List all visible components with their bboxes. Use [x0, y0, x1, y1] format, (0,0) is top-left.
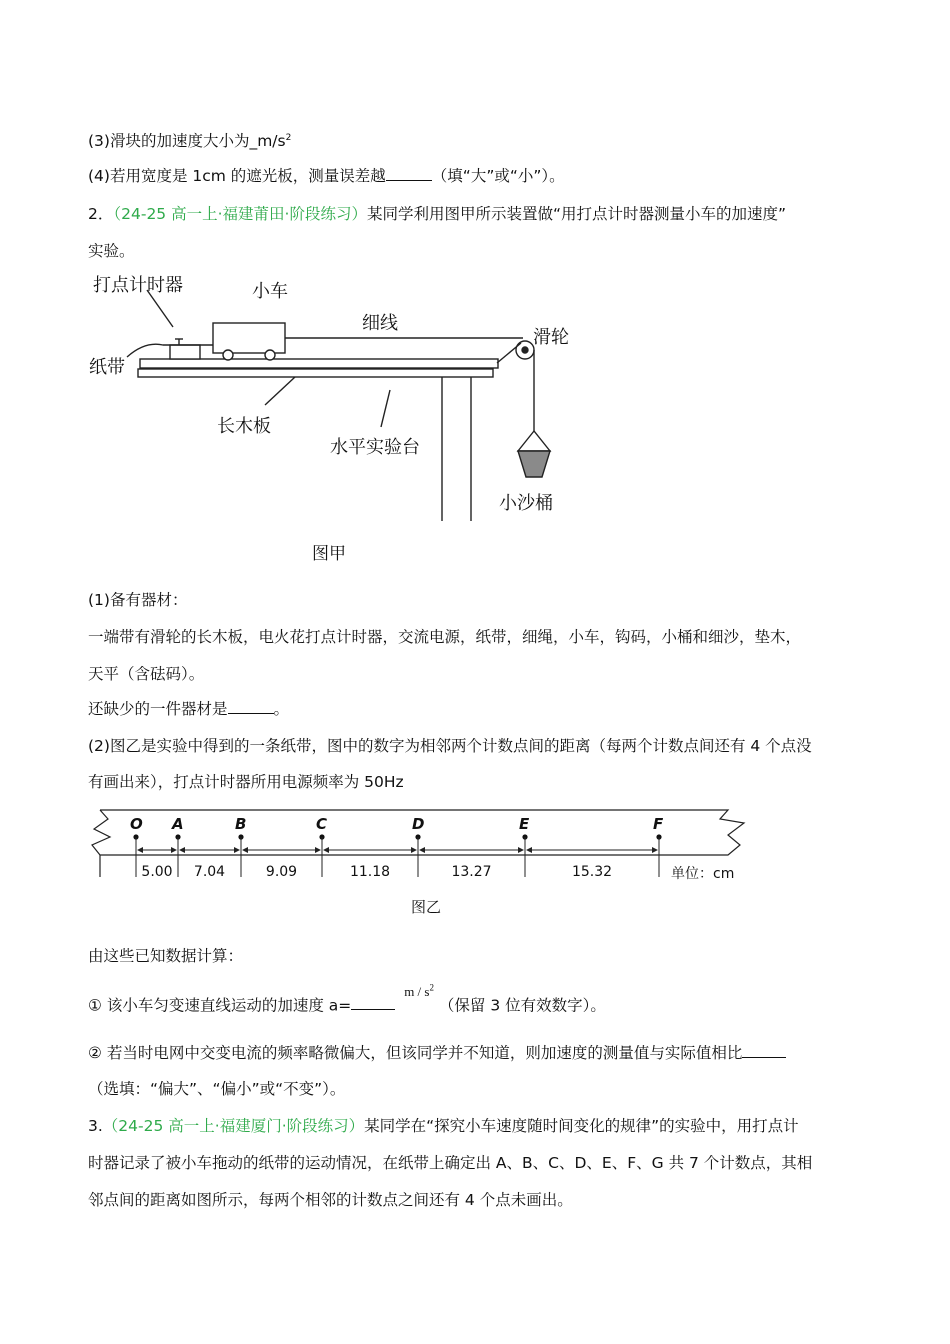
tape-arrow-left: [323, 847, 329, 853]
calc-1-unit-sup: 2: [429, 983, 434, 993]
p1-title: (1)备有器材：: [88, 591, 188, 609]
sand-bucket: [518, 431, 550, 451]
calc-1-tail: （保留 3 位有效数字）。: [438, 996, 606, 1015]
label-board: 长木板: [217, 416, 271, 437]
p2-text: (2)图乙是实验中得到的一条纸带，图中的数字为相邻两个计数点间的距离（每两个计数点间还有 4 个点没: [88, 737, 812, 755]
tape-arrow-right: [518, 847, 524, 853]
tape-label-A: A: [172, 815, 184, 833]
p1-list-cont: 天平（含砝码）。: [88, 665, 205, 683]
tape-label-E: E: [519, 815, 530, 833]
q1-part4-tail: （填“大”或“小”）。: [431, 167, 565, 185]
q1-part3: [88, 128, 291, 151]
label-timer: 打点计时器: [93, 275, 183, 296]
p2-text-cont: 有画出来），打点计时器所用电源频率为 50Hz: [88, 773, 404, 791]
label-tape: 纸带: [89, 357, 125, 378]
q3-number: 3.: [88, 1117, 103, 1135]
q3-text-3: 邻点间的距离如图所示，每两个相邻的计数点之间还有 4 个点未画出。: [88, 1191, 573, 1209]
answer-blank[interactable]: [386, 166, 432, 181]
tape-arrow-left: [526, 847, 532, 853]
calc-1-unit-text: m / s: [404, 984, 430, 1000]
answer-blank[interactable]: [742, 1043, 786, 1058]
tape-arrow-left: [242, 847, 248, 853]
tape-label-D: D: [412, 815, 425, 833]
tape-arrow-left: [179, 847, 185, 853]
q3-header: [88, 1116, 799, 1136]
table-top: [138, 369, 493, 377]
q1-part4-text: (4)若用宽度是 1cm 的遮光板，测量误差越: [88, 167, 386, 185]
q2-number: 2．: [88, 205, 114, 223]
q2-text: 某同学利用图甲所示装置做“用打点计时器测量小车的加速度”: [366, 205, 787, 223]
tape-label-C: C: [316, 815, 328, 833]
p1-missing-text: 还缺少的一件器材是: [88, 700, 228, 718]
tape-arrow-left: [419, 847, 425, 853]
tape-distance-3: 11.18: [349, 864, 391, 880]
tape-unit: 单位：cm: [671, 866, 735, 882]
p1-missing-tail: 。: [273, 700, 290, 718]
tape-arrow-right: [411, 847, 417, 853]
q3-source: （24-25 高一上·福建厦门·阶段练习）: [102, 1117, 365, 1135]
figure-a-caption: 图甲: [312, 544, 346, 564]
calc-2: [88, 1043, 786, 1063]
figure-a-apparatus: [85, 265, 605, 530]
label-string: 细线: [362, 313, 398, 334]
tape-distance-5: 15.32: [571, 864, 613, 880]
tape-distance-4: 13.27: [451, 864, 492, 880]
p1-list: 一端带有滑轮的长木板，电火花打点计时器，交流电源，纸带，细绳，小车，钩码，小桶和细沙，垫木，: [88, 628, 802, 646]
q3-text: 某同学在“探究小车速度随时间变化的规律”的实验中，用打点计: [364, 1117, 799, 1135]
q2-source: （24-25 高一上·福建莆田·阶段练习）: [113, 205, 367, 223]
q2-header: [88, 204, 786, 224]
tape-label-B: B: [235, 815, 247, 833]
tape-arrow-right: [315, 847, 321, 853]
calc-2-text: ② 若当时电网中交变电流的频率略微偏大，但该同学并不知道，则加速度的测量值与实际值相比: [88, 1044, 743, 1062]
tape-arrow-right: [171, 847, 177, 853]
tape-arrow-left: [137, 847, 143, 853]
label-table: 水平实验台: [330, 437, 420, 458]
q3-text-2: 时器记录了被小车拖动的纸带的运动情况，在纸带上确定出 A、B、C、D、E、F、G 共 7 个计数点，其相: [88, 1154, 813, 1172]
label-pulley: 滑轮: [533, 327, 569, 348]
label-bucket: 小沙桶: [499, 493, 553, 514]
figure-b-caption: 图乙: [411, 898, 442, 916]
figure-b-tape: [88, 805, 753, 890]
q1-part3-sup: 2: [285, 133, 292, 143]
calc-intro: 由这些已知数据计算：: [88, 947, 244, 965]
label-cart: 小车: [252, 281, 288, 302]
tape-label-O: O: [130, 815, 143, 833]
p1-missing: [88, 699, 289, 719]
calc-2-tail: （选填：“偏大”、“偏小”或“不变”）。: [88, 1080, 346, 1098]
answer-blank[interactable]: [351, 995, 395, 1010]
cart-body: [213, 323, 285, 353]
tape-label-F: F: [653, 815, 664, 833]
q1-part4: [88, 166, 565, 186]
q2-header-cont: 实验。: [88, 242, 135, 260]
calc-1-unit: [404, 984, 434, 999]
tape-distance-0: 5.00: [141, 864, 173, 880]
tape-arrow-right: [234, 847, 240, 853]
q1-part3-text: (3)滑块的加速度大小为_m/s: [88, 132, 286, 151]
long-board: [140, 359, 498, 368]
answer-blank[interactable]: [228, 699, 274, 714]
calc-1: [88, 983, 606, 1016]
tape-arrow-right: [652, 847, 658, 853]
tape-distance-2: 9.09: [265, 864, 298, 880]
calc-1-text: ① 该小车匀变速直线运动的加速度 a=: [88, 996, 352, 1015]
tape-distance-1: 7.04: [193, 864, 226, 880]
tape-marks: [130, 815, 734, 882]
timer-body: [170, 345, 200, 359]
